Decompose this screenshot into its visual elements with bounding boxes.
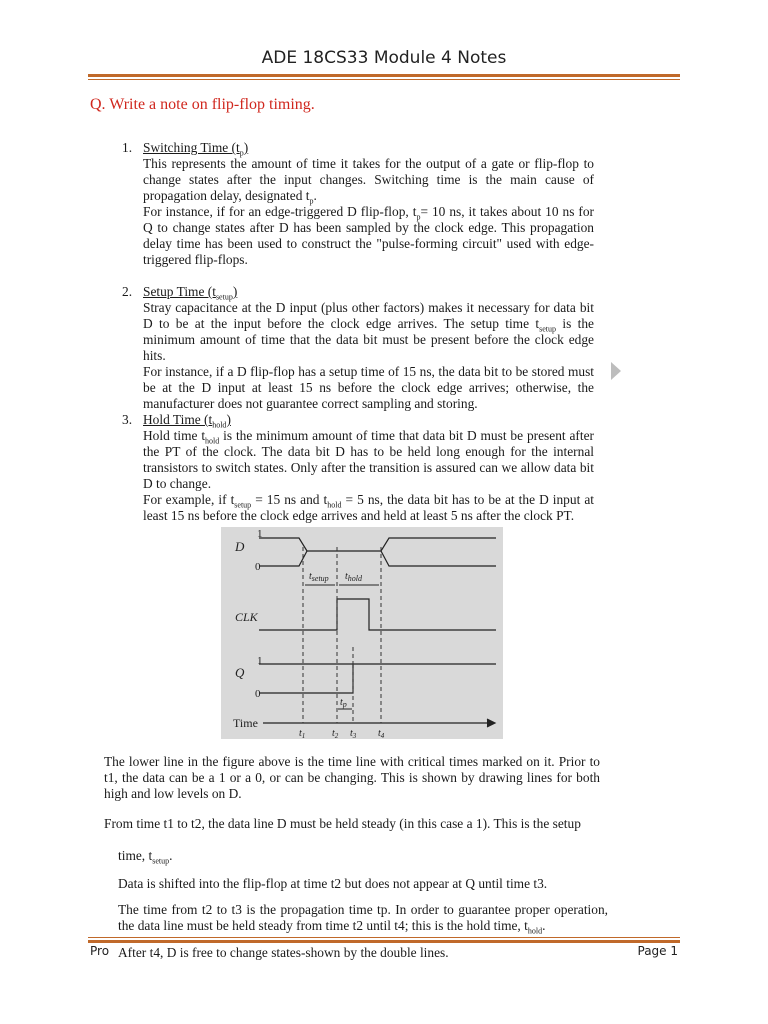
time-axis-arrowhead bbox=[487, 719, 495, 727]
page-header-title: ADE 18CS33 Module 4 Notes bbox=[261, 48, 507, 68]
footer-rule-thin bbox=[88, 937, 680, 938]
q-label: Q bbox=[235, 665, 245, 680]
t2-label: $t_2$ bbox=[332, 728, 339, 739]
section-paragraph: For instance, if a D flip-flop has a setup time of 15 ns, the data bit to be stored must be at the D input at least 15 ns before the clock edge arrives; otherwise, the manufacturer does not guarantee correct sampling and storing. bbox=[143, 364, 594, 411]
page-number: Page 1 bbox=[637, 944, 678, 958]
data-shift-paragraph: Data is shifted into the flip-flop at time t2 but does not appear at Q until time t3. bbox=[118, 876, 548, 891]
footer-left-text: Pro bbox=[90, 944, 110, 958]
timing-diagram-svg bbox=[221, 527, 503, 739]
section-number: 2. bbox=[122, 284, 133, 299]
section-setup-time bbox=[122, 284, 594, 412]
d-level-one: 1 bbox=[257, 528, 263, 540]
question-heading: Q. Write a note on flip-flop timing. bbox=[90, 96, 315, 113]
section-paragraph: Hold time $t_{hold}$ is the minimum amount of time that data bit D must be present after the PT of the clock. The data bit D has to be held long enough for the internal transistors to switch states. Only after the transition is assured can we allow data bit D to change. bbox=[143, 428, 595, 491]
section-title: Setup Time $(t_{setup})$ bbox=[143, 284, 238, 302]
section-paragraph: For example, if $t_{setup} = 15$ ns and $t_{hold} = 5$ ns, the data bit has to be at the D input at least 15 ns before the clock edge arrives and held at least 5 ns after the clock PT. bbox=[143, 492, 594, 523]
section-title: Hold Time $(t_{hold})$ bbox=[143, 412, 231, 430]
q-signal-line bbox=[259, 664, 496, 693]
clk-signal-line bbox=[259, 599, 496, 630]
section-hold-time bbox=[122, 412, 594, 524]
d-label: D bbox=[235, 539, 245, 554]
section-switching-time bbox=[122, 140, 594, 268]
q-level-zero: 0 bbox=[255, 688, 261, 700]
double-lines-paragraph: After t4, D is free to change states-shown by the double lines. bbox=[118, 945, 449, 960]
figure-explanation-paragraph: The lower line in the figure above is the time line with critical times marked on it. Prior to t1, the data can be a 1 or a 0, or can be changing. This is shown by drawing lines for both high and low levels on D. bbox=[104, 754, 600, 801]
setup-explanation-paragraph: From time t1 to t2, the data line D must be held steady (in this case a 1). This is the setup bbox=[104, 816, 581, 831]
next-page-arrow-icon[interactable] bbox=[611, 362, 621, 380]
footer-rule-thick bbox=[88, 940, 680, 943]
section-paragraph: For instance, if for an edge-triggered D flip-flop, $t_p= 10$ ns, it takes about 10 ns for Q to change states after D has been sampled by the clock edge. This propagation delay time has been used to construct the "pulse-forming circuit" used with edge-triggered flip-flops. bbox=[143, 204, 594, 267]
setup-label: $t_{setup}$ bbox=[309, 571, 329, 583]
t1-label: $t_1$ bbox=[299, 728, 306, 739]
d-signal-low-line bbox=[259, 551, 496, 566]
t4-label: $t_4$ bbox=[378, 728, 385, 739]
d-signal-high-line bbox=[259, 538, 496, 551]
tp-label: $t_p$ bbox=[340, 697, 347, 709]
time-axis-label: Time bbox=[233, 716, 258, 730]
t3-label: $t_3$ bbox=[350, 728, 357, 739]
d-level-zero: 0 bbox=[255, 561, 261, 573]
header-rule-thick bbox=[88, 74, 680, 77]
section-number: 3. bbox=[122, 412, 133, 427]
section-title: Switching Time $(t_p)$ bbox=[143, 140, 249, 158]
setup-time-line: time, $t_{setup}$. bbox=[118, 848, 173, 866]
hold-label: $t_{hold}$ bbox=[345, 571, 363, 583]
propagation-paragraph: The time from t2 to t3 is the propagation time tp. In order to guarantee proper operation, the data line must be held steady from time t2 until t4; this is the hold time, $t_{hold}$. bbox=[118, 902, 608, 936]
section-paragraph: This represents the amount of time it takes for the output of a gate or flip-flop to change states after the input changes. Switching time is the main cause of propagation delay, designated $t_p$. bbox=[143, 156, 594, 206]
clk-label: CLK bbox=[235, 610, 258, 624]
section-number: 1. bbox=[122, 140, 133, 155]
section-paragraph: Stray capacitance at the D input (plus other factors) makes it necessary for data bit D to be at the input before the clock edge arrives. The setup time $t_{setup}$ is the minimum amount of time that the data bit must be present before the clock edge hits. bbox=[143, 300, 594, 363]
timing-diagram-figure bbox=[221, 527, 503, 739]
header-rule-thin bbox=[88, 79, 680, 80]
q-level-one: 1 bbox=[257, 655, 263, 667]
